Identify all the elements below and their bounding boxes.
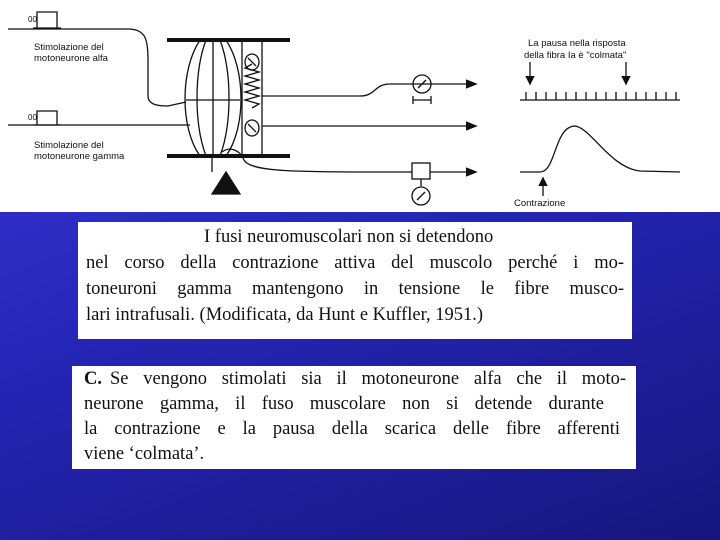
muscle-spindle [185,40,241,156]
force-transducer-icon [412,163,430,205]
contraction-curve [520,126,680,172]
caption-box-2 [72,366,636,469]
afferent-line-1 [262,84,470,96]
alpha-stimulator-label: 00 [28,15,37,24]
spike-train [520,92,680,100]
contraction-label: Contrazione [514,198,566,209]
alpha-stimulator-icon [33,12,61,28]
alpha-stimulation-label-line2: motoneurone alfa [34,53,108,64]
alpha-stimulation-label-line1: Stimolazione del [34,42,104,53]
pause-label-line2: della fibra Ia è "colmata" [524,50,627,61]
upper-meter-icon [413,75,431,104]
caption-2-line-3: la contrazione e la pausa della scarica delle fibre afferenti [84,419,620,439]
caption-1-line-3: toneuroni gamma mantengono in tensione le fibre musco- [86,279,624,299]
caption-1-line-1: I fusi neuromuscolari non si detendono [204,227,494,247]
pivot-triangle [212,172,240,194]
caption-2-line-2: neurone gamma, il fuso muscolare non si detende durante [84,394,604,414]
caption-box-1 [78,222,632,339]
gamma-stimulator-label: 00 [28,113,37,122]
caption-2-line-4: viene ‘colmata’. [84,444,205,464]
gamma-stimulation-label-line2: motoneurone gamma [34,151,125,162]
gamma-stimulation-label-line1: Stimolazione del [34,140,104,151]
caption-2-label: C. [84,369,102,389]
caption-1-line-2: nel corso della contrazione attiva del muscolo perché i mo- [86,253,624,273]
muscle-spindle-diagram [0,0,720,212]
alpha-motor-nerve [8,29,186,106]
pause-label-line1: La pausa nella risposta [528,38,626,49]
caption-2-line-1: Se vengono stimolati sia il motoneurone alfa che il moto- [110,369,626,389]
gamma-stimulator-icon [33,111,61,125]
caption-1-line-4: lari intrafusali. (Modificata, da Hunt e Kuffler, 1951.) [86,305,484,325]
diagram-panel [0,0,720,212]
